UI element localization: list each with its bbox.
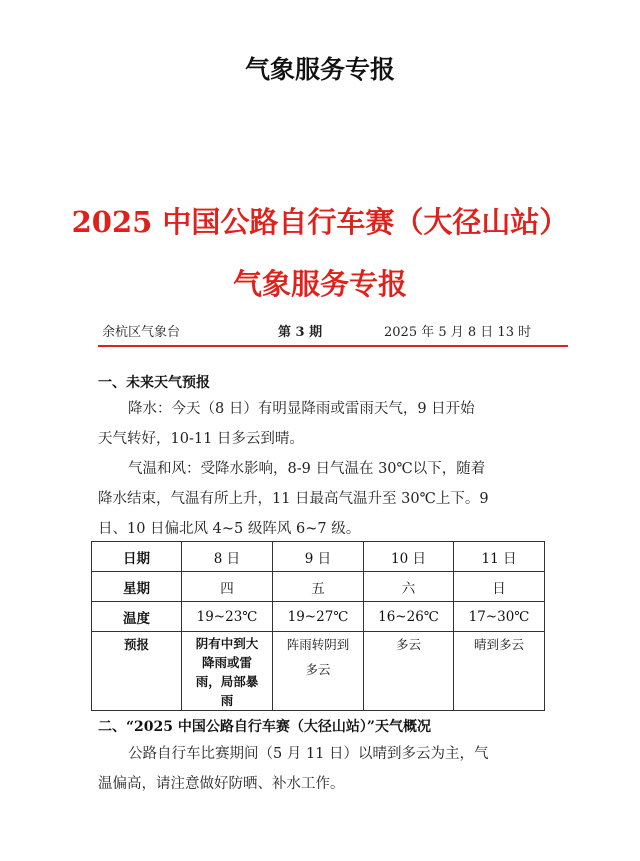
forecast-cell [454,632,545,711]
forecast-line: 阴有中到大 [195,636,259,651]
temperature-cell: 19~23℃ [182,602,273,632]
forecast-line: 多云 [395,637,421,652]
date-cell: 9 日 [273,542,364,572]
row-label-temperature: 温度 [92,602,182,632]
precipitation-paragraph [98,394,548,454]
forecast-line: 降雨或雷 [201,655,252,670]
paragraph-line: 日、10 日偏北风 4~5 级阵风 6~7 级。 [98,521,361,537]
section2-heading: 二、“2025 中国公路自行车赛（大径山站）”天气概况 [98,719,431,735]
table-row [92,602,545,632]
temperature-wind-paragraph [98,454,548,544]
paragraph-line: 气温和风：受降水影响，8-9 日气温在 30℃以下，随着 [128,461,486,477]
issue-number: 第 3 期 [278,325,323,340]
temperature-cell: 17~30℃ [454,602,545,632]
temperature-cell: 19~27℃ [273,602,364,632]
race-overview-paragraph [98,739,548,799]
table-row [92,542,545,572]
red-divider [98,345,568,347]
forecast-line: 雨 [220,693,234,708]
bulletin-title-line1: 2025 中国公路自行车赛（大径山站） [71,205,569,239]
forecast-cell [364,632,454,711]
forecast-line: 晴到多云 [473,637,524,652]
row-label-weekday: 星期 [92,572,182,602]
row-label-forecast-text: 预报 [123,637,149,652]
bulletin-title-line2: 气象服务专报 [232,267,407,301]
paragraph-line: 降水结束，气温有所上升，11 日最高气温升至 30℃上下。9 [98,491,489,507]
paragraph-line: 温偏高，请注意做好防晒、补水工作。 [98,776,345,792]
paragraph-line: 公路自行车比赛期间（5 月 11 日）以晴到多云为主，气 [128,746,489,762]
forecast-cell [273,632,364,711]
forecast-line: 多云 [305,662,331,677]
table-row [92,632,545,711]
date-cell: 10 日 [364,542,454,572]
forecast-line: 阵雨转阴到 [286,637,350,652]
section1-heading: 一、未来天气预报 [98,375,210,391]
paragraph-line: 降水：今天（8 日）有明显降雨或雷雨天气，9 日开始 [128,401,475,417]
row-label-date: 日期 [92,542,182,572]
issue-date: 2025 年 5 月 8 日 13 时 [384,325,532,340]
issuer-name: 余杭区气象台 [102,325,181,340]
weekday-cell: 日 [454,572,545,602]
forecast-table [91,541,545,711]
weekday-cell: 六 [364,572,454,602]
paragraph-line: 天气转好，10-11 日多云到晴。 [98,431,304,447]
table-row [92,572,545,602]
bulletin-meta [98,321,566,341]
date-cell: 8 日 [182,542,273,572]
page-title: 气象服务专报 [244,55,395,84]
forecast-cell [182,632,273,711]
weekday-cell: 四 [182,572,273,602]
temperature-cell: 16~26℃ [364,602,454,632]
row-label-forecast [92,632,182,711]
date-cell: 11 日 [454,542,545,572]
forecast-line: 雨，局部暴 [195,674,259,689]
weekday-cell: 五 [273,572,364,602]
